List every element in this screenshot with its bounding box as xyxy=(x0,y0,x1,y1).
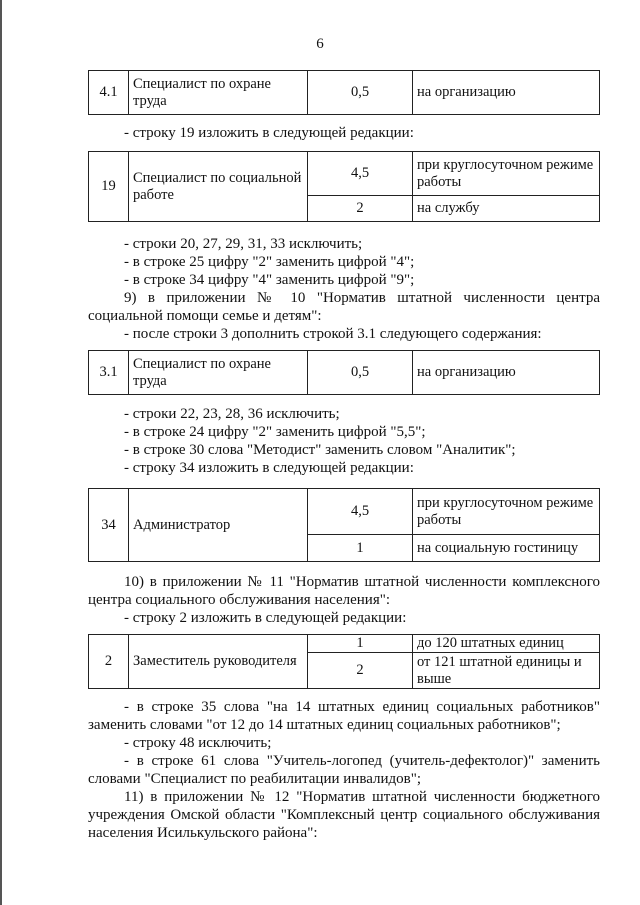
staff-value: 2 xyxy=(308,196,413,222)
table-row-19 xyxy=(88,151,600,222)
staff-note: при круглосуточном режиме работы xyxy=(413,152,600,196)
row-number: 2 xyxy=(89,635,129,689)
paragraph: населения Исилькульского района": xyxy=(88,825,318,841)
position-name: Заместитель руководителя xyxy=(129,635,308,689)
table-row-3-1 xyxy=(88,350,600,395)
paragraph: - в строке 25 цифру "2" заменить цифрой "4"; xyxy=(124,254,415,270)
paragraph: - строку 2 изложить в следующей редакции: xyxy=(124,610,407,626)
paragraph-line: учреждения Омской области "Комплексный центр социального обслуживания xyxy=(88,807,600,823)
paragraph xyxy=(124,698,600,716)
paragraph xyxy=(124,752,600,770)
paragraph-line: 11) в приложении № 12 "Норматив штатной численности бюджетного xyxy=(124,789,600,805)
scan-edge xyxy=(0,0,2,905)
staff-note: до 120 штатных единиц xyxy=(413,635,600,653)
staff-value: 2 xyxy=(308,653,413,689)
staff-note: на социальную гостиницу xyxy=(413,535,600,562)
staff-value: 1 xyxy=(308,635,413,653)
paragraph: - в строке 30 слова "Методист" заменить словом "Аналитик"; xyxy=(124,442,516,458)
staff-value: 0,5 xyxy=(308,71,413,115)
paragraph xyxy=(88,806,600,824)
table-row-2 xyxy=(88,634,600,689)
paragraph-line: 9) в приложении № 10 "Норматив штатной численности центра xyxy=(124,290,600,306)
row-number: 19 xyxy=(89,152,129,222)
paragraph: - в строке 34 цифру "4" заменить цифрой "9"; xyxy=(124,272,415,288)
page-number: 6 xyxy=(316,36,324,52)
position-name: Администратор xyxy=(129,489,308,562)
table-row-34 xyxy=(88,488,600,562)
paragraph: социальной помощи семье и детям": xyxy=(88,308,322,324)
staff-value: 0,5 xyxy=(308,351,413,395)
paragraph: - после строки 3 дополнить строкой 3.1 следующего содержания: xyxy=(124,326,542,342)
staff-note: от 121 штатной единицы и выше xyxy=(413,653,600,689)
position-name: Специалист по охране труда xyxy=(129,71,308,115)
paragraph-line: 10) в приложении № 11 "Норматив штатной численности комплексного xyxy=(124,574,600,590)
staff-note: на организацию xyxy=(413,71,600,115)
paragraph: - строки 20, 27, 29, 31, 33 исключить; xyxy=(124,236,363,252)
paragraph: заменить словами "от 12 до 14 штатных единиц социальных работников"; xyxy=(88,717,561,733)
table-row-4-1 xyxy=(88,70,600,115)
paragraph xyxy=(124,573,600,591)
paragraph: - строки 22, 23, 28, 36 исключить; xyxy=(124,406,340,422)
paragraph-line: - в строке 35 слова "на 14 штатных единиц социальных работников" xyxy=(124,699,600,715)
paragraph xyxy=(124,289,600,307)
paragraph: - в строке 24 цифру "2" заменить цифрой "5,5"; xyxy=(124,424,426,440)
staff-note: на организацию xyxy=(413,351,600,395)
paragraph xyxy=(124,788,600,806)
staff-note: при круглосуточном режиме работы xyxy=(413,489,600,535)
staff-note: на службу xyxy=(413,196,600,222)
staff-value: 4,5 xyxy=(308,152,413,196)
paragraph: - строку 48 исключить; xyxy=(124,735,272,751)
paragraph: - строку 34 изложить в следующей редакции: xyxy=(124,460,414,476)
row-number: 4.1 xyxy=(89,71,129,115)
staff-value: 4,5 xyxy=(308,489,413,535)
paragraph: - строку 19 изложить в следующей редакции: xyxy=(124,125,414,141)
staff-value: 1 xyxy=(308,535,413,562)
paragraph-line: - в строке 61 слова "Учитель-логопед (учитель-дефектолог)" заменить xyxy=(124,753,600,769)
paragraph: словами "Специалист по реабилитации инвалидов"; xyxy=(88,771,422,787)
position-name: Специалист по социальной работе xyxy=(129,152,308,222)
paragraph: центра социального обслуживания населения": xyxy=(88,592,391,608)
row-number: 3.1 xyxy=(89,351,129,395)
row-number: 34 xyxy=(89,489,129,562)
position-name: Специалист по охране труда xyxy=(129,351,308,395)
